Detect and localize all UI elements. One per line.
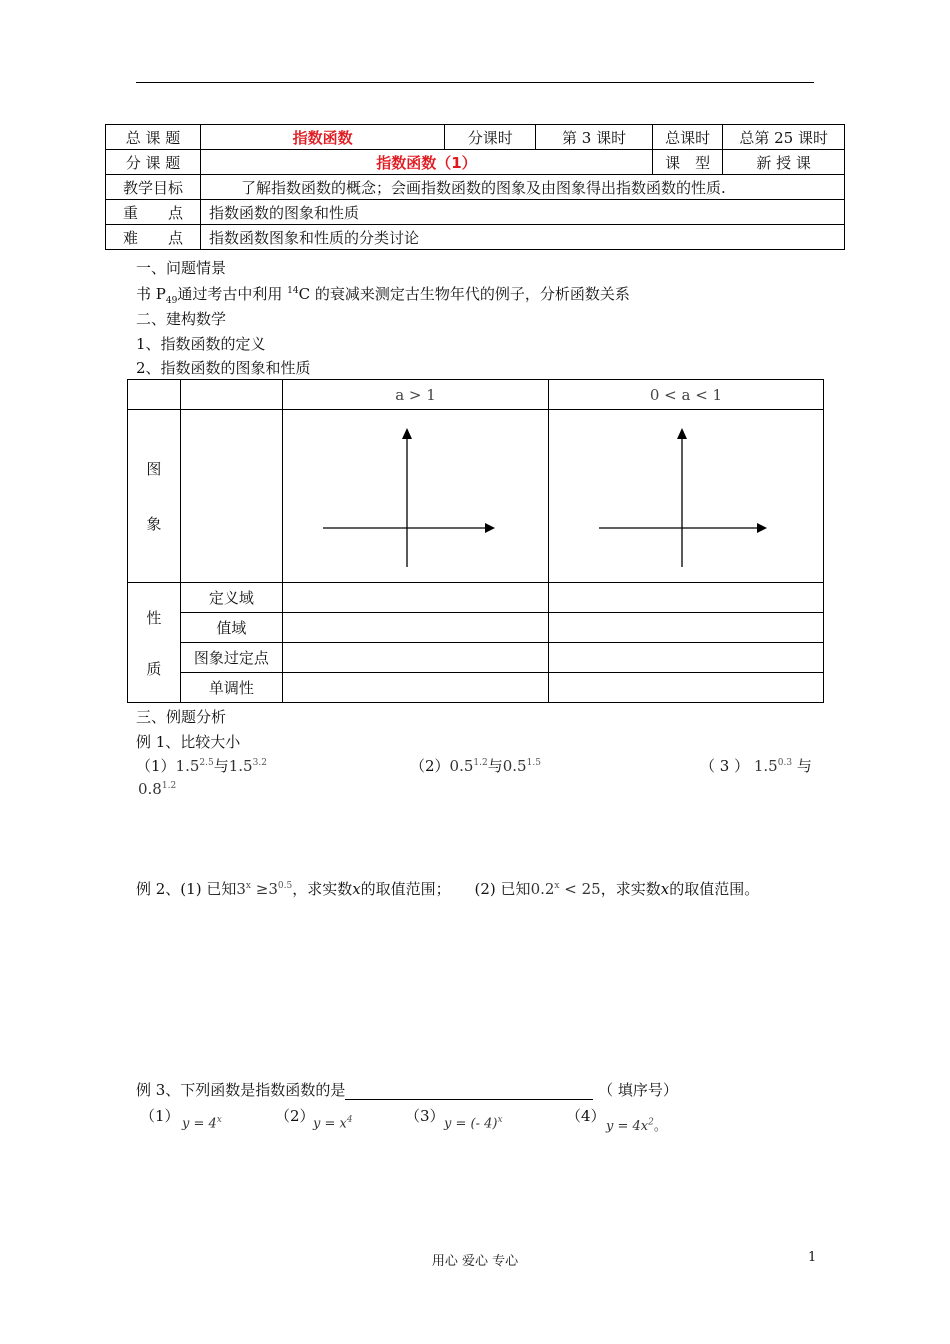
example-3-item-1: （1） — [140, 1107, 180, 1125]
label-main-topic: 总 课 题 — [106, 125, 201, 150]
example-1-part-3-cont: $0.8^{1.2}$ — [138, 780, 177, 798]
label-lesson-type: 课 型 — [652, 150, 723, 175]
example-2: 例 2、(1) 已知$3^x \ge 3^{0.5}$，求实数x的取值范围； (2) 已知0.2$^x$ < 25，求实数x的取值范围。 — [136, 880, 760, 898]
example-1-title: 例 1、比较大小 — [136, 733, 241, 751]
difficulty-text: 指数函数图象和性质的分类讨论 — [201, 225, 845, 250]
prop-monotonic: 单调性 — [180, 673, 282, 703]
label-total-lessons: 总课时 — [652, 125, 723, 150]
page-number: 1 — [808, 1250, 817, 1265]
key-point-text: 指数函数的图象和性质 — [201, 200, 845, 225]
sub-topic-title: 指数函数（1） — [201, 150, 653, 175]
label-goal: 教学目标 — [106, 175, 201, 200]
section-3-heading: 三、例题分析 — [136, 708, 227, 726]
example-1-part-1: $(1)1.5^{2.5}$与$1.5^{3.2}$ — [136, 757, 267, 775]
example-3-expr-2: $y = x^4$ — [313, 1115, 353, 1132]
answer-blank[interactable] — [345, 1084, 593, 1100]
row-image-label: 图 象 — [128, 410, 181, 583]
goal-text: 了解指数函数的概念；会画指数函数的图象及由图象得出指数函数的性质. — [201, 175, 845, 200]
prop-fixed-point: 图象过定点 — [180, 643, 282, 673]
prop-domain: 定义域 — [180, 583, 282, 613]
label-sub-lesson: 分课时 — [445, 125, 536, 150]
section-2-item-2: 2、指数函数的图象和性质 — [136, 359, 311, 377]
section-1-heading: 一、问题情景 — [136, 259, 227, 277]
cell-domain-a[interactable] — [282, 583, 548, 613]
example-3-item-4: （4） — [566, 1107, 606, 1125]
example-3-expr-4: $y = 4x^2$。 — [606, 1117, 667, 1134]
total-lessons: 总第 25 课时 — [723, 125, 845, 150]
graph-a-gt-1 — [282, 410, 548, 583]
row-property-label: 性 质 — [128, 583, 181, 703]
cell-range-b[interactable] — [548, 613, 823, 643]
footer-text: 用心 爱心 专心 — [431, 1254, 519, 1269]
cell-point-a[interactable] — [282, 643, 548, 673]
col-a-lt-1: 0 < a < 1 — [548, 380, 823, 410]
graph-a-lt-1 — [548, 410, 823, 583]
section-2-item-1: 1、指数函数的定义 — [136, 335, 266, 353]
main-topic-title: 指数函数 — [201, 125, 445, 150]
example-3-title: 例 3、下列函数是指数函数的是 （ 填序号） — [136, 1081, 678, 1099]
cell-point-b[interactable] — [548, 643, 823, 673]
top-rule — [136, 82, 814, 83]
axes-graph-1 — [283, 410, 548, 578]
example-3-item-3: （3） — [405, 1107, 445, 1125]
example-3-expr-1: $y = 4^x$ — [182, 1115, 222, 1132]
cell-mono-b[interactable] — [548, 673, 823, 703]
label-sub-topic: 分 课 题 — [106, 150, 201, 175]
example-3-expr-3: y = (- 4)$^x$ — [444, 1115, 503, 1132]
lesson-type: 新 授 课 — [723, 150, 845, 175]
example-3-item-2: （2） — [275, 1107, 315, 1125]
col-a-gt-1: a > 1 — [282, 380, 548, 410]
lesson-number: 第 3 课时 — [536, 125, 653, 150]
label-difficulty: 难 点 — [106, 225, 201, 250]
section-1-text: 书 $P_{49}$通过考古中利用 $^{14}$C 的衰减来测定古生物年代的例子，分析函数关系 — [136, 285, 630, 306]
example-1-part-3: （ 3 ） $1.5^{0.3}$ 与 — [700, 757, 812, 775]
prop-range: 值域 — [180, 613, 282, 643]
section-2-heading: 二、建构数学 — [136, 310, 227, 328]
cell-mono-a[interactable] — [282, 673, 548, 703]
axes-graph-2 — [549, 410, 823, 578]
cell-range-a[interactable] — [282, 613, 548, 643]
graph-property-table — [127, 379, 824, 703]
label-key-point: 重 点 — [106, 200, 201, 225]
header-table — [105, 124, 845, 250]
cell-domain-b[interactable] — [548, 583, 823, 613]
example-1-part-2: $(2)0.5^{1.2}$与$0.5^{1.5}$ — [410, 757, 541, 775]
